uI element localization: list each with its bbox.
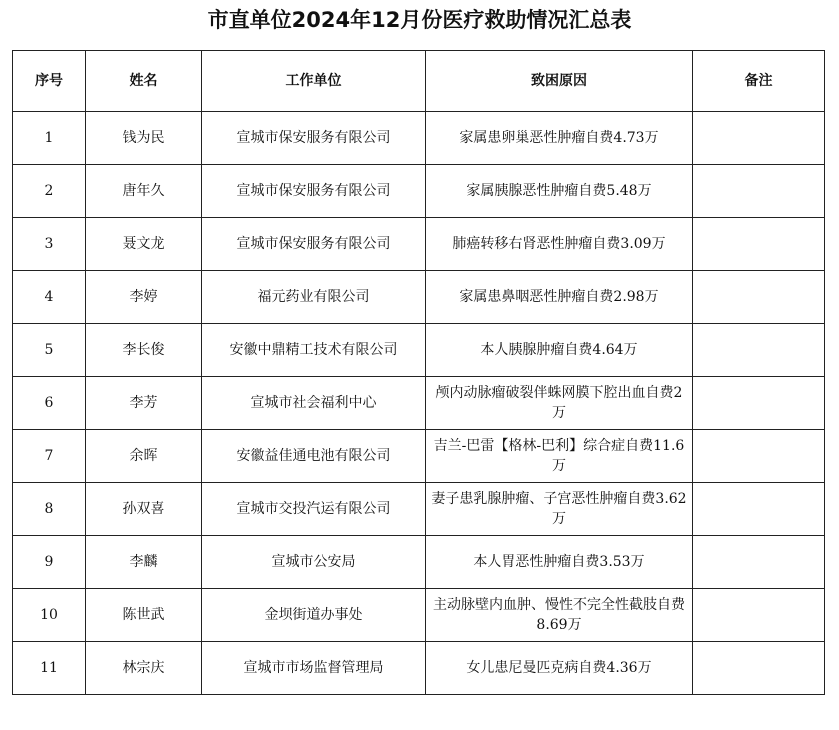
cell-name: 孙双喜 (86, 483, 202, 536)
cell-name: 唐年久 (86, 165, 202, 218)
cell-unit: 安徽中鼎精工技术有限公司 (202, 324, 426, 377)
cell-reason: 本人胰腺肿瘤自费4.64万 (426, 324, 693, 377)
cell-unit: 宣城市社会福利中心 (202, 377, 426, 430)
cell-note (693, 642, 825, 695)
cell-no: 8 (13, 483, 86, 536)
cell-no: 3 (13, 218, 86, 271)
cell-unit: 金坝街道办事处 (202, 589, 426, 642)
table-row (13, 483, 825, 536)
cell-note (693, 483, 825, 536)
cell-reason: 本人胃恶性肿瘤自费3.53万 (426, 536, 693, 589)
cell-reason: 肺癌转移右肾恶性肿瘤自费3.09万 (426, 218, 693, 271)
cell-name: 李婷 (86, 271, 202, 324)
cell-name: 钱为民 (86, 112, 202, 165)
cell-name: 林宗庆 (86, 642, 202, 695)
cell-note (693, 112, 825, 165)
cell-unit: 宣城市公安局 (202, 536, 426, 589)
table-row (13, 218, 825, 271)
cell-no: 1 (13, 112, 86, 165)
table-row (13, 324, 825, 377)
cell-note (693, 324, 825, 377)
cell-unit: 宣城市市场监督管理局 (202, 642, 426, 695)
cell-no: 6 (13, 377, 86, 430)
cell-reason: 妻子患乳腺肿瘤、子宫恶性肿瘤自费3.62万 (426, 483, 693, 536)
assistance-table (12, 50, 825, 695)
cell-note (693, 377, 825, 430)
cell-name: 余晖 (86, 430, 202, 483)
table-row (13, 589, 825, 642)
cell-reason: 女儿患尼曼匹克病自费4.36万 (426, 642, 693, 695)
header-name: 姓名 (86, 51, 202, 112)
table-row (13, 112, 825, 165)
cell-no: 11 (13, 642, 86, 695)
cell-no: 9 (13, 536, 86, 589)
cell-note (693, 165, 825, 218)
table-row (13, 377, 825, 430)
cell-no: 5 (13, 324, 86, 377)
table-row (13, 430, 825, 483)
header-unit: 工作单位 (202, 51, 426, 112)
cell-unit: 宣城市交投汽运有限公司 (202, 483, 426, 536)
cell-name: 李麟 (86, 536, 202, 589)
cell-note (693, 271, 825, 324)
cell-reason: 主动脉壁内血肿、慢性不完全性截肢自费8.69万 (426, 589, 693, 642)
cell-no: 7 (13, 430, 86, 483)
cell-no: 2 (13, 165, 86, 218)
page-title: 市直单位2024年12月份医疗救助情况汇总表 (207, 8, 632, 32)
cell-note (693, 218, 825, 271)
table-row (13, 536, 825, 589)
cell-unit: 安徽益佳通电池有限公司 (202, 430, 426, 483)
cell-name: 陈世武 (86, 589, 202, 642)
cell-note (693, 430, 825, 483)
cell-unit: 宣城市保安服务有限公司 (202, 112, 426, 165)
cell-unit: 宣城市保安服务有限公司 (202, 165, 426, 218)
header-note: 备注 (693, 51, 825, 112)
table-row (13, 642, 825, 695)
cell-unit: 宣城市保安服务有限公司 (202, 218, 426, 271)
cell-reason: 吉兰-巴雷【格林-巴利】综合症自费11.6万 (426, 430, 693, 483)
cell-reason: 颅内动脉瘤破裂伴蛛网膜下腔出血自费2万 (426, 377, 693, 430)
header-reason: 致困原因 (426, 51, 693, 112)
cell-no: 10 (13, 589, 86, 642)
table-header-row (13, 51, 825, 112)
cell-note (693, 589, 825, 642)
cell-reason: 家属胰腺恶性肿瘤自费5.48万 (426, 165, 693, 218)
table-row (13, 165, 825, 218)
cell-name: 聂文龙 (86, 218, 202, 271)
table-row (13, 271, 825, 324)
cell-reason: 家属患卵巢恶性肿瘤自费4.73万 (426, 112, 693, 165)
cell-name: 李芳 (86, 377, 202, 430)
cell-note (693, 536, 825, 589)
cell-no: 4 (13, 271, 86, 324)
cell-reason: 家属患鼻咽恶性肿瘤自费2.98万 (426, 271, 693, 324)
cell-unit: 福元药业有限公司 (202, 271, 426, 324)
cell-name: 李长俊 (86, 324, 202, 377)
header-no: 序号 (13, 51, 86, 112)
